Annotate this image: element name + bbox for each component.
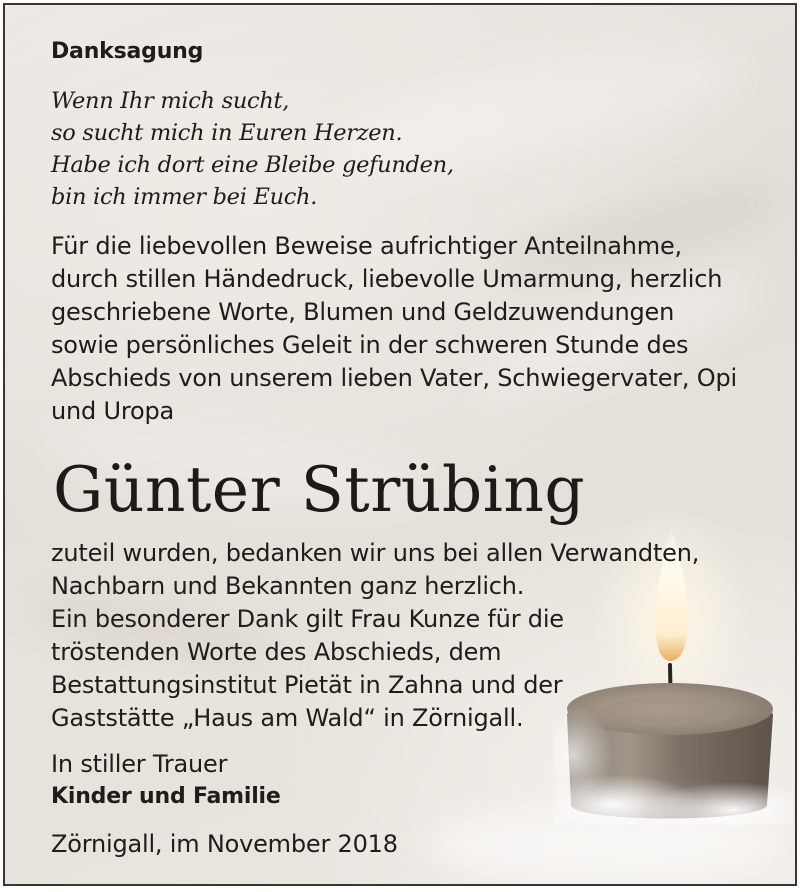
paragraph-line: Abschieds von unserem lieben Vater, Schwiegervater, Opi	[51, 364, 737, 392]
paragraph-line: Ein besonderer Dank gilt Frau Kunze für die	[51, 605, 564, 633]
paragraph-line: zuteil wurden, bedanken wir uns bei allen Verwandten,	[51, 539, 700, 567]
thanks-paragraph	[51, 230, 737, 428]
paragraph-line: sowie persönliches Geleit in der schweren Stunde des	[51, 331, 689, 359]
poem-line: so sucht mich in Euren Herzen.	[51, 120, 403, 146]
heading: Danksagung	[51, 39, 204, 64]
paragraph-line: geschriebene Worte, Blumen und Geldzuwendungen	[51, 298, 675, 326]
thanks-paragraph-continued	[51, 537, 699, 735]
deceased-name: Günter Strübing	[53, 453, 586, 526]
mourning-line: In stiller Trauer	[51, 750, 228, 778]
paragraph-line: Für die liebevollen Beweise aufrichtiger Anteilnahme,	[51, 232, 682, 260]
poem-line: Wenn Ihr mich sucht,	[51, 88, 290, 114]
paragraph-line: Gaststätte „Haus am Wald“ in Zörnigall.	[51, 704, 524, 732]
paragraph-line: tröstenden Worte des Abschieds, dem	[51, 638, 502, 666]
poem	[51, 85, 454, 213]
paragraph-line: durch stillen Händedruck, liebevolle Umarmung, herzlich	[51, 265, 723, 293]
poem-line: bin ich immer bei Euch.	[51, 184, 318, 210]
paragraph-line: Bestattungsinstitut Pietät in Zahna und der	[51, 671, 563, 699]
obituary-notice	[3, 3, 797, 886]
signature: Kinder und Familie	[51, 784, 281, 809]
place-date: Zörnigall, im November 2018	[51, 830, 398, 858]
paragraph-line: und Uropa	[51, 397, 175, 425]
paragraph-line: Nachbarn und Bekannten ganz herzlich.	[51, 572, 525, 600]
background-fold	[425, 805, 785, 885]
poem-line: Habe ich dort eine Bleibe gefunden,	[51, 152, 454, 178]
